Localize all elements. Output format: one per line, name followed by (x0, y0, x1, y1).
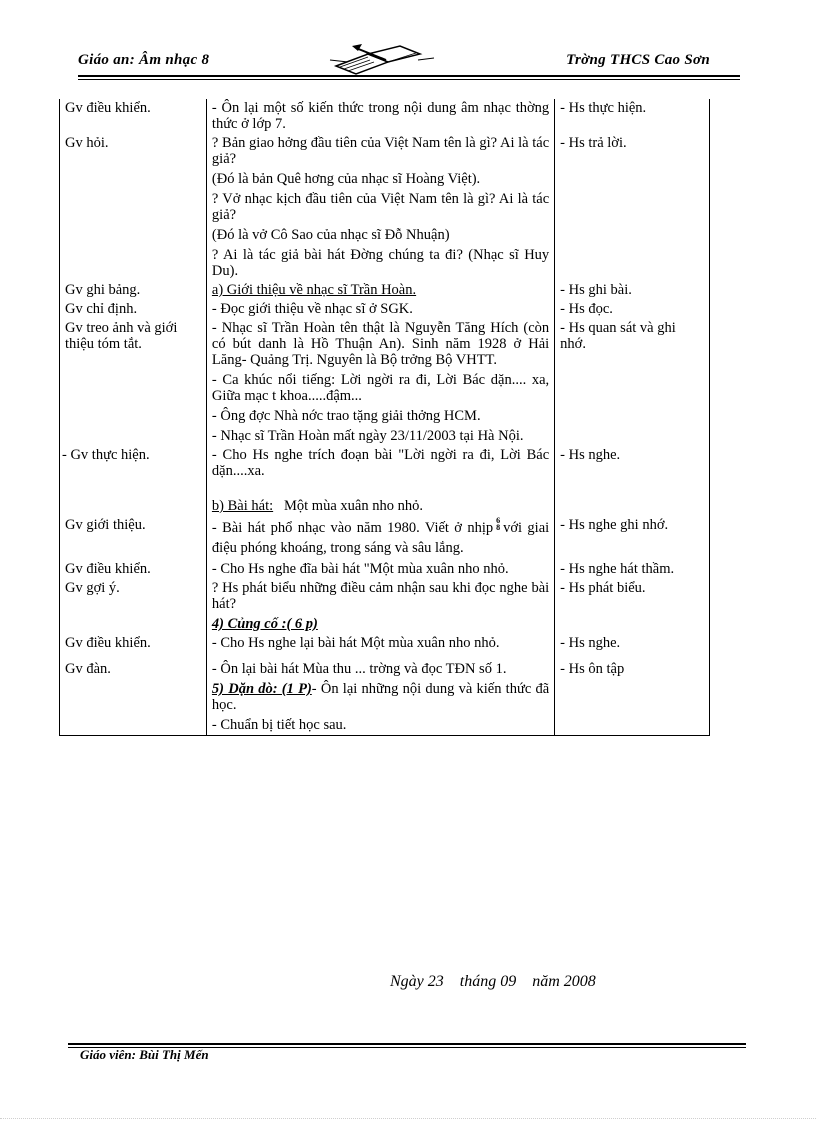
lesson-content (206, 319, 554, 446)
student-activity: - Hs quan sát và ghi nhớ. (555, 319, 710, 446)
teacher-activity: Gv điều khiển. (60, 560, 207, 579)
teacher-activity: Gv điều khiển. (60, 99, 207, 134)
table-row (60, 579, 710, 634)
table-row (60, 300, 710, 319)
lesson-content (206, 653, 554, 736)
time-signature-bottom: 8 (496, 523, 501, 532)
content-line: - Ca khúc nổi tiếng: Lời ngời ra đi, Lời Bác dặn.... xa, Giữa mạc t khoa.....đậm... (211, 372, 550, 404)
content-line: ? Hs phát biểu những điều cảm nhận sau khi đọc nghe bài hát? (211, 580, 550, 612)
section-heading: b) Bài hát: (211, 498, 274, 514)
teacher-activity: Gv đàn. (60, 653, 207, 736)
page-edge-dots (0, 1118, 816, 1119)
section-heading: 4) Củng cố :( 6 p) (211, 616, 318, 632)
time-signature-top: 6 (496, 516, 501, 525)
date-year: năm 2008 (532, 973, 596, 990)
lesson-content (206, 516, 554, 560)
table-row (60, 497, 710, 516)
student-activity (555, 497, 710, 516)
content-line: - Ôn lại một số kiến thức trong nội dung âm nhạc thờng thức ở lớp 7. (211, 100, 550, 132)
student-activity: - Hs phát biểu. (555, 579, 710, 634)
table-row (60, 560, 710, 579)
table-row (60, 653, 710, 736)
lesson-content (206, 446, 554, 497)
teacher-activity (60, 497, 207, 516)
content-line: - Ôn lại bài hát Mùa thu ... trờng và đọc TĐN số 1. (211, 661, 507, 677)
teacher-activity: Gv giới thiệu. (60, 516, 207, 560)
lesson-content (206, 281, 554, 300)
content-line: - Chuẩn bị tiết học sau. (211, 717, 347, 733)
table-row (60, 319, 710, 446)
student-activity: - Hs nghe hát thầm. (555, 560, 710, 579)
content-line: - Nhạc sĩ Trần Hoàn mất ngày 23/11/2003 tại Hà Nội. (211, 428, 524, 444)
teacher-name: Giáo viên: Bùi Thị Mến (80, 1047, 209, 1062)
header-rule-thin (78, 79, 740, 80)
lesson-content (206, 579, 554, 634)
content-line: - Cho Hs nghe lại bài hát Một mùa xuân nho nhỏ. (211, 635, 500, 651)
header-rule (78, 75, 740, 77)
lesson-table (59, 99, 710, 736)
content-line: - Bài hát phổ nhạc vào năm 1980. Viết ở nhịp (211, 520, 494, 536)
student-activity: - Hs trả lời. (555, 134, 710, 281)
teacher-activity: Gv chỉ định. (60, 300, 207, 319)
student-activity: - Hs thực hiện. (555, 99, 710, 134)
footer-rule (68, 1043, 746, 1045)
table-row (60, 99, 710, 134)
student-activity: - Hs ghi bài. (555, 281, 710, 300)
content-line: (Đó là bản Quê hơng của nhạc sĩ Hoàng Việt). (211, 171, 481, 187)
section-heading: a) Giới thiệu về nhạc sĩ Trần Hoàn. (211, 282, 417, 298)
lesson-content (206, 497, 554, 516)
teacher-activity: - Gv thực hiện. (60, 446, 207, 497)
content-line: với giai điệu phóng khoáng, trong sáng và sâu lắng. (211, 520, 550, 556)
book-quill-icon (328, 40, 438, 76)
table-row (60, 446, 710, 497)
table-row (60, 134, 710, 281)
student-activity: - Hs nghe. (555, 634, 710, 653)
lesson-content (206, 634, 554, 653)
content-line: (Đó là vở Cô Sao của nhạc sĩ Đỗ Nhuận) (211, 227, 450, 243)
content-line: - Ông đợc Nhà nớc trao tặng giải thởng HCM. (211, 408, 481, 424)
content-line: ? Bản giao hởng đầu tiên của Việt Nam tên là gì? Ai là tác giả? (211, 135, 550, 167)
table-row (60, 516, 710, 560)
subject-title: Giáo an: Âm nhạc 8 (78, 52, 210, 68)
teacher-activity: Gv hỏi. (60, 134, 207, 281)
table-row (60, 281, 710, 300)
student-activity: - Hs đọc. (555, 300, 710, 319)
lesson-content (206, 560, 554, 579)
section-heading: 5) Dặn dò: (1 P) (211, 681, 312, 697)
date-month: tháng 09 (459, 973, 517, 990)
school-name: Trờng THCS Cao Sơn (566, 52, 710, 68)
content-line: ? Ai là tác giả bài hát Đờng chúng ta đi? (Nhạc sĩ Huy Du). (211, 247, 550, 279)
lesson-content (206, 134, 554, 281)
table-row (60, 634, 710, 653)
content-line: - Đọc giới thiệu về nhạc sĩ ở SGK. (211, 301, 413, 317)
date-line (390, 973, 612, 991)
content-line: - Ôn lại những nội dung và kiến thức đã học. (211, 681, 550, 713)
teacher-activity: Gv điều khiển. (60, 634, 207, 653)
student-activity: - Hs nghe. (555, 446, 710, 497)
student-activity: - Hs ôn tập (555, 653, 710, 736)
teacher-activity: Gv ghi bảng. (60, 281, 207, 300)
lesson-content (206, 99, 554, 134)
student-activity: - Hs nghe ghi nhớ. (555, 516, 710, 560)
content-line: - Nhạc sĩ Trần Hoàn tên thật là Nguyễn Tăng Hích (còn có bút danh là Hồ Thuận An). Sinh năm 1928 ở Hải Lăng- Quảng Trị. Nguyên là Bộ trởng Bộ VHTT. (211, 320, 550, 368)
content-line: - Cho Hs nghe đĩa bài hát "Một mùa xuân nho nhỏ. (211, 561, 509, 577)
teacher-activity: Gv treo ảnh và giới thiệu tóm tắt. (60, 319, 207, 446)
song-title: Một mùa xuân nho nhỏ. (284, 498, 423, 514)
content-line: ? Vở nhạc kịch đầu tiên của Việt Nam tên là gì? Ai là tác giả? (211, 191, 550, 223)
lesson-content (206, 300, 554, 319)
content-line: - Cho Hs nghe trích đoạn bài "Lời ngời ra đi, Lời Bác dặn....xa. (211, 447, 550, 479)
time-signature (496, 517, 500, 531)
date-day: Ngày 23 (390, 973, 444, 990)
teacher-activity: Gv gợi ý. (60, 579, 207, 634)
